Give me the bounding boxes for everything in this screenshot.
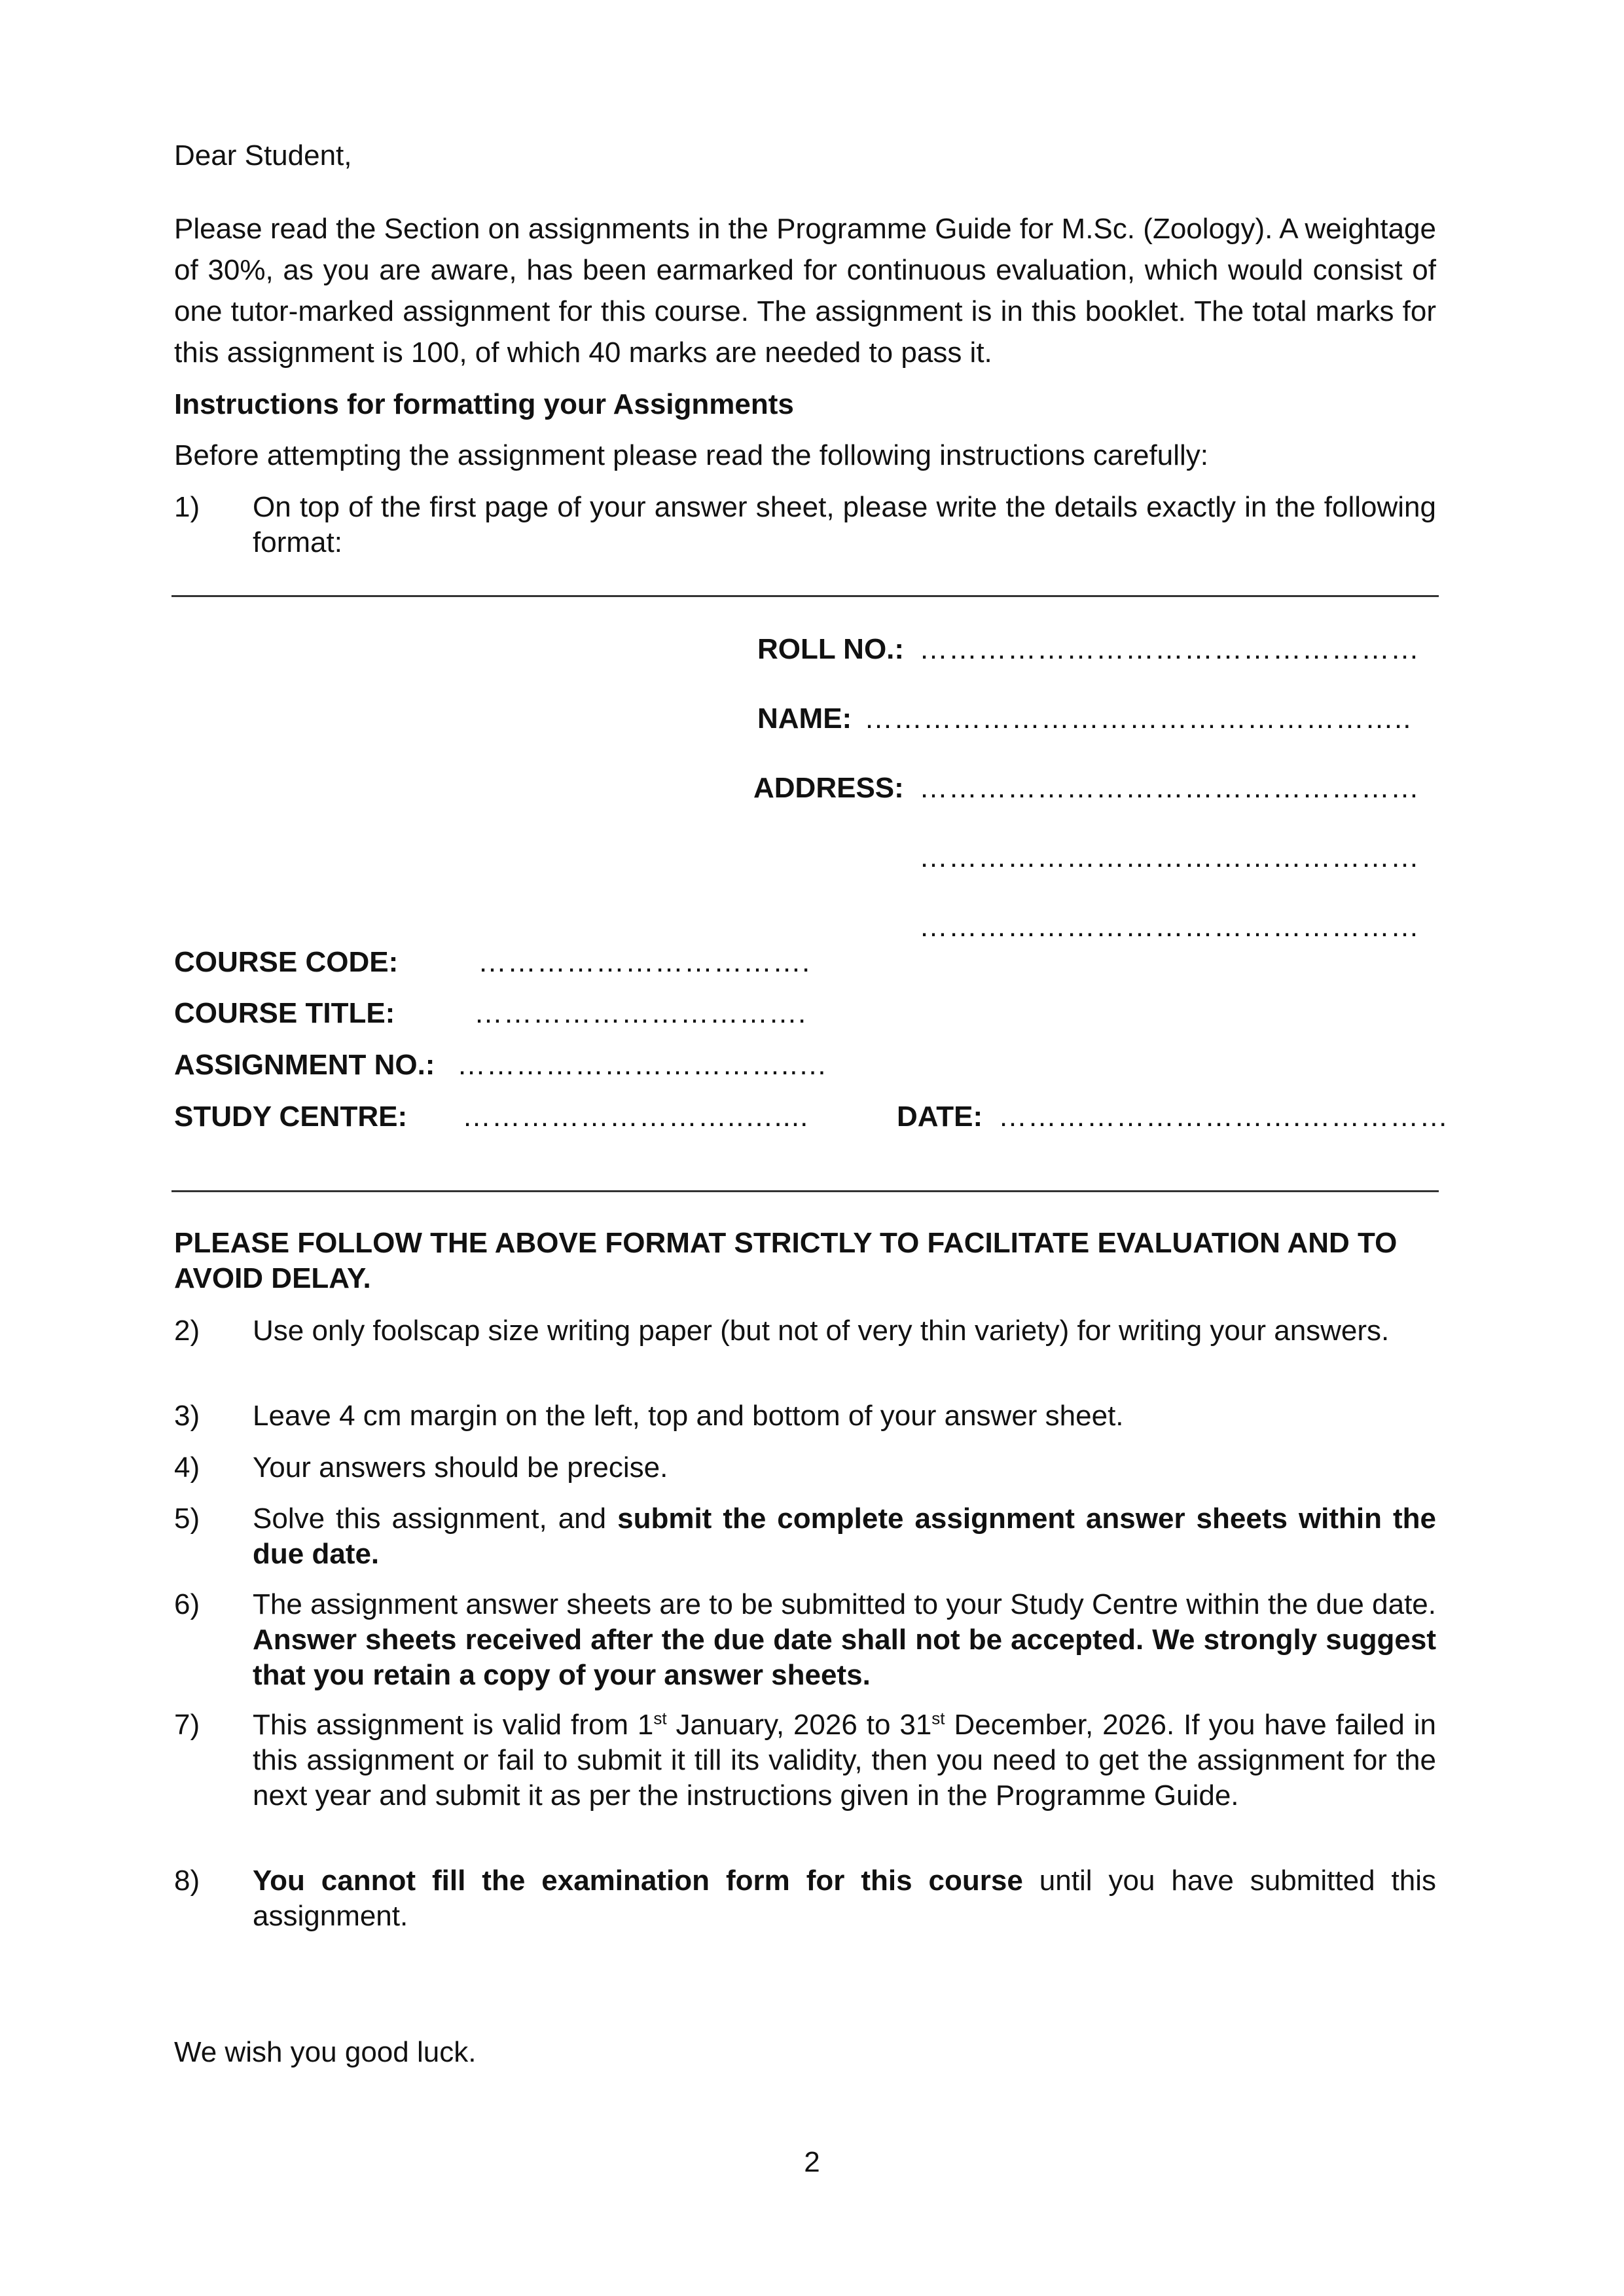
name-label: NAME:: [757, 702, 852, 735]
address-dots: ……………………………………………: [919, 841, 1420, 873]
name-dots: ………………………………………………..: [864, 702, 1412, 735]
superscript: st: [931, 1708, 945, 1728]
course-title-label: COURSE TITLE:: [174, 997, 395, 1029]
assignment-no-dots: ……………………………..…: [457, 1049, 828, 1081]
item-number: 6): [174, 1588, 200, 1620]
address-dots: ……………………………………………: [919, 911, 1420, 943]
page-number: 2: [804, 2146, 820, 2178]
superscript: st: [653, 1708, 667, 1728]
study-centre-label: STUDY CENTRE:: [174, 1101, 408, 1133]
instruction-item-8: [253, 1863, 1436, 1934]
divider-bottom: [171, 1190, 1439, 1192]
address-dots: ……………………………………………: [919, 772, 1420, 804]
divider-top: [171, 595, 1439, 597]
item-8-bold-text: You cannot fill the examination form for this course: [253, 1865, 1023, 1897]
study-centre-dots: ………………………..…....: [462, 1101, 809, 1133]
item-7-text: January, 2026 to 31: [666, 1709, 932, 1741]
intro-paragraph: Please read the Section on assignments in the Programme Guide for M.Sc. (Zoology). A weightage of 30%, as you are aware, has been earmarked for continuous evaluation, which would consist of one tutor-marked assignment for this course. The assignment is in this booklet. The total marks for this assignment is 100, of which 40 marks are needed to pass it.: [174, 213, 1436, 369]
item-number: 3): [174, 1400, 200, 1432]
greeting: Dear Student,: [174, 139, 352, 172]
roll-no-label: ROLL NO.:: [757, 633, 905, 665]
item-5-bold-text: submit the complete assignment answer sheets within the due date.: [253, 1503, 1437, 1570]
closing-line: We wish you good luck.: [174, 2036, 477, 2068]
item-number: 1): [174, 491, 200, 523]
roll-no-dots: ……………………………………………: [919, 633, 1420, 665]
assignment-no-label: ASSIGNMENT NO.:: [174, 1049, 435, 1081]
address-label: ADDRESS:: [753, 772, 904, 804]
item-number: 8): [174, 1865, 200, 1897]
instruction-item-6: [253, 1587, 1436, 1693]
course-code-label: COURSE CODE:: [174, 946, 399, 978]
instructions-heading: Instructions for formatting your Assignments: [174, 388, 794, 420]
item-6-bold-text: Answer sheets received after the due date shall not be accepted. We strongly suggest that you retain a copy of your answer sheets.: [253, 1624, 1436, 1691]
instruction-item-1: On top of the first page of your answer sheet, please write the details exactly in the following format:: [253, 491, 1436, 558]
date-dots: ………………………….……………: [998, 1101, 1449, 1133]
format-notice: PLEASE FOLLOW THE ABOVE FORMAT STRICTLY TO FACILITATE EVALUATION AND TO AVOID DELAY.: [174, 1227, 1398, 1294]
instruction-item-3: Leave 4 cm margin on the left, top and bottom of your answer sheet.: [253, 1400, 1124, 1432]
item-8-text: until you have submitted this assignment.: [253, 1865, 1436, 1932]
instruction-item-4: Your answers should be precise.: [253, 1451, 668, 1484]
instruction-item-5: [253, 1501, 1436, 1572]
instruction-item-2: Use only foolscap size writing paper (but not of very thin variety) for writing your answers.: [253, 1315, 1390, 1347]
instruction-item-7: [253, 1707, 1436, 1813]
item-number: 4): [174, 1451, 200, 1484]
item-number: 2): [174, 1315, 200, 1347]
item-number: 7): [174, 1709, 200, 1741]
course-code-dots: …………………………….: [478, 946, 811, 978]
item-6-text: The assignment answer sheets are to be submitted to your Study Centre within the due date.: [253, 1588, 1436, 1620]
course-title-dots: …………………………….: [474, 997, 807, 1029]
item-7-text: This assignment is valid from 1: [253, 1709, 654, 1741]
date-label: DATE:: [897, 1101, 983, 1133]
item-5-text: Solve this assignment, and: [253, 1503, 618, 1535]
item-7-text: December, 2026. If you have failed in this assignment or fail to submit it till its validity, then you need to get the assignment for the next year and submit it as per the instructions given in the Programme Guide.: [253, 1709, 1436, 1812]
instructions-lead: Before attempting the assignment please read the following instructions carefully:: [174, 439, 1208, 471]
item-number: 5): [174, 1503, 200, 1535]
